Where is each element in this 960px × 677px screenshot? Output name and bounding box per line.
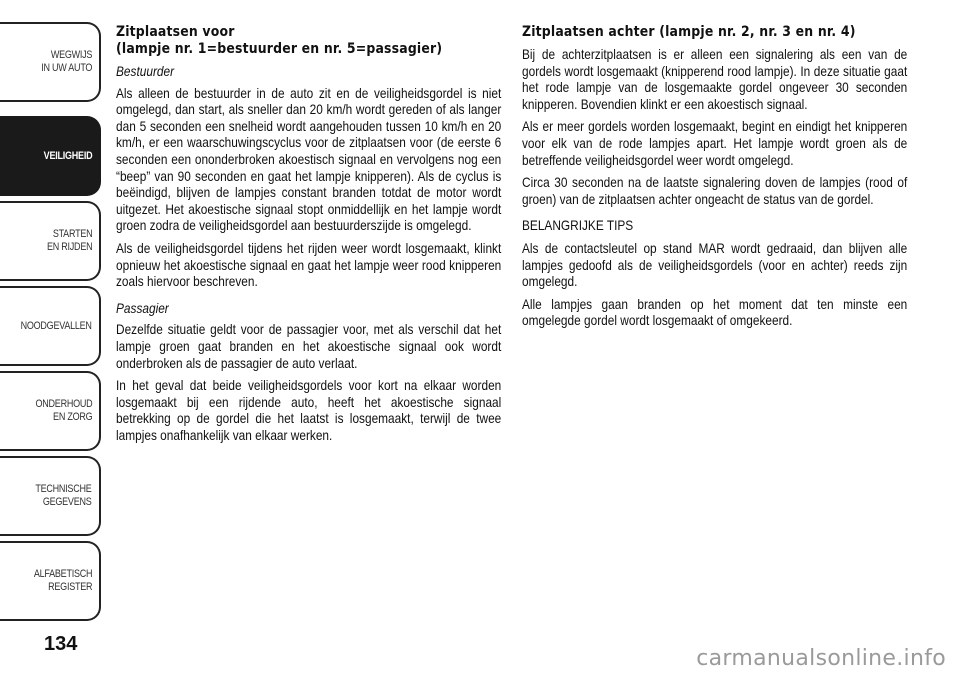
page-number: 134: [44, 633, 78, 655]
tab-alfabetisch-register[interactable]: ALFABETISCH REGISTER: [0, 541, 101, 621]
rear-paragraph-3: Circa 30 seconden na de laatste signalering doven de lampjes (rood of groen) van de zitplaatsen achter ongeacht de status van de gordel.: [522, 175, 908, 207]
passenger-paragraph-2: In het geval dat beide veiligheidsgordels voor kort na elkaar worden losgemaakt bij een rijdende auto, heeft het akoestische signaal betrekking op de gordel die het laatst is losgemaakt, terwijl de twee lampjes onafhankelijk van elkaar werken.: [116, 378, 502, 443]
passenger-paragraph-1: Dezelfde situatie geldt voor de passagier voor, met als verschil dat het lampje groen gaat branden en het akoestische signaal ook wordt onderbroken als de passagier de auto verlaat.: [116, 322, 502, 371]
tab-onderhoud-en-zorg[interactable]: ONDERHOUD EN ZORG: [0, 371, 101, 451]
passenger-subheading: Passagier: [116, 300, 169, 316]
left-column: [116, 24, 501, 450]
tab-veiligheid[interactable]: VEILIGHEID: [0, 116, 101, 196]
driver-paragraph-2: Als de veiligheidsgordel tijdens het rijden weer wordt losgemaakt, klinkt opnieuw het akoestische signaal en gaat het lampje weer rood knipperen zoals hiervoor beschreven.: [116, 240, 502, 290]
tab-starten-en-rijden[interactable]: STARTEN EN RIJDEN: [0, 201, 101, 281]
rear-paragraph-2: Als er meer gordels worden losgemaakt, begint en eindigt het knipperen voor elk van de rode lampjes apart. Het lampje wordt groen als de betreffende veiligheidsgordel weer wordt omgelegd.: [522, 119, 908, 168]
rear-paragraph-1: Bij de achterzitplaatsen is er alleen een signalering als een van de gordels wordt losgemaakt (knipperend rood lampje). In deze situatie gaat het rode lampje van de losgemaakte gordel ongeveer 30 seconden knipperen. Bovendien klinkt er een akoestisch signaal.: [522, 47, 908, 112]
tab-technische-gegevens[interactable]: TECHNISCHE GEGEVENS: [0, 456, 101, 536]
tab-wegwijs[interactable]: WEGWIJS IN UW AUTO: [0, 22, 101, 102]
driver-subheading: Bestuurder: [116, 64, 175, 79]
tips-heading: BELANGRIJKE TIPS: [522, 218, 634, 234]
rear-seats-title: Zitplaatsen achter (lampje nr. 2, nr. 3 en nr. 4): [522, 24, 856, 40]
tab-noodgevallen[interactable]: NOODGEVALLEN: [0, 286, 101, 366]
tips-paragraph-2: Alle lampjes gaan branden op het moment dat ten minste een omgelegde gordel wordt losgemaakt of omgekeerd.: [522, 296, 908, 329]
front-seats-title: Zitplaatsen voor (lampje nr. 1=bestuurder en nr. 5=passagier): [116, 24, 443, 57]
watermark: carmanualsonline.info: [696, 646, 946, 671]
driver-paragraph-1: Als alleen de bestuurder in de auto zit en de veiligheidsgordel is niet omgelegd, dan start, als sneller dan 20 km/h wordt gereden of als langer dan 5 seconden een snelheid wordt aangehouden tussen 10 km/h en 20 km/h, er een waarschuwingscyclus voor de zitplaatsen voor (de eerste 6 seconden een ononderbroken akoestisch signaal en vervolgens nog een “beep” van 90 seconden en gaat het lampje knipperen). Als de cyclus is beëindigd, blijven de lampjes constant branden totdat de motor wordt uitgezet. Het akoestische signaal stopt onmiddellijk en het lampje wordt groen zodra de veiligheidsgordel aan bestuurderszijde is omgelegd.: [116, 85, 502, 234]
tips-paragraph-1: Als de contactsleutel op stand MAR wordt gedraaid, dan blijven alle lampjes gedoofd als de veiligheidsgordels (voor en achter) reeds zijn omgelegd.: [522, 240, 908, 290]
right-column: [522, 24, 907, 336]
